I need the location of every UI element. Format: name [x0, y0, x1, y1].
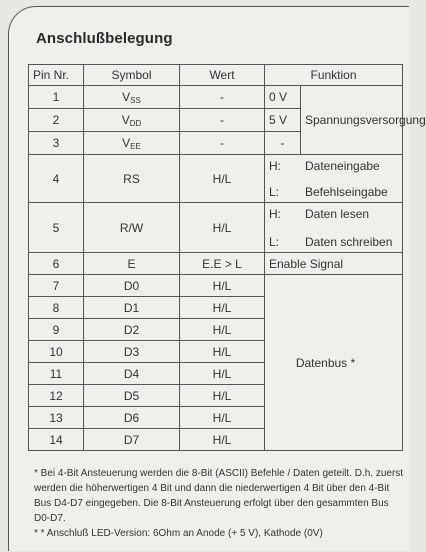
symbol-sub: EE: [130, 141, 141, 151]
header-pin: Pin Nr.: [29, 65, 84, 86]
symbol-cell: [84, 132, 180, 155]
wert-cell: H/L: [180, 297, 265, 319]
symbol-main: V: [122, 135, 131, 150]
symbol-main: V: [122, 89, 131, 104]
low-value: Daten schreiben: [305, 234, 393, 249]
high-value: Dateneingabe: [305, 158, 380, 173]
page-title: Anschlußbelegung: [36, 30, 173, 47]
table-row: [29, 275, 403, 297]
table-row: [29, 253, 403, 275]
high-value: Daten lesen: [305, 206, 370, 221]
wert-cell: -: [180, 109, 265, 132]
pin-cell: 11: [29, 363, 84, 385]
funktion-cell: [265, 155, 403, 203]
low-value: Befehlseingabe: [305, 184, 388, 199]
header-symbol: Symbol: [84, 65, 180, 86]
table-row: [29, 203, 403, 253]
table-row: [29, 86, 403, 109]
wert-cell: H/L: [180, 203, 265, 253]
symbol-cell: D4: [84, 363, 180, 385]
wert-cell: H/L: [180, 341, 265, 363]
pin-table-full: [28, 64, 426, 451]
pin-cell: 7: [29, 275, 84, 297]
pin-cell: 1: [29, 86, 84, 109]
symbol-cell: D7: [84, 429, 180, 451]
low-key: L:: [269, 184, 280, 199]
funktion-cell: 5 V: [265, 109, 301, 132]
symbol-cell: D3: [84, 341, 180, 363]
pin-cell: 2: [29, 109, 84, 132]
datenbus-cell: Datenbus *: [265, 275, 403, 451]
symbol-cell: D6: [84, 407, 180, 429]
footnote-4bit: * Bei 4-Bit Ansteuerung werden die 8-Bit (ASCII) Befehle / Daten geteilt. D.h. zuerst werden die höherwertigen 4 Bit und dann die niederwertigen 4 Bit über den 4-Bit Bus D4-D7 eingegeben. Die 8-Bit Ansteuerung erfolgt über den gesammten Bus D0-D7.: [34, 468, 404, 524]
symbol-cell: [84, 86, 180, 109]
wert-cell: H/L: [180, 385, 265, 407]
symbol-main: V: [121, 112, 130, 127]
pin-cell: 12: [29, 385, 84, 407]
wert-cell: H/L: [180, 155, 265, 203]
table-row: [29, 155, 403, 203]
wert-cell: -: [180, 86, 265, 109]
wert-cell: E.E > L: [180, 253, 265, 275]
symbol-cell: [84, 109, 180, 132]
pin-cell: 8: [29, 297, 84, 319]
symbol-cell: D0: [84, 275, 180, 297]
symbol-sub: SS: [130, 95, 141, 105]
pin-cell: 10: [29, 341, 84, 363]
wert-cell: H/L: [180, 319, 265, 341]
spannungsversorgung-cell: Spannungsversorgung: [301, 86, 403, 155]
footnote-led: * * Anschluß LED-Version: 6Ohm an Anode (+ 5 V), Kathode (0V): [34, 528, 323, 539]
funktion-cell: 0 V: [265, 86, 301, 109]
pin-cell: 9: [29, 319, 84, 341]
symbol-cell: D1: [84, 297, 180, 319]
high-key: H:: [269, 158, 281, 173]
header-wert: Wert: [180, 65, 265, 86]
symbol-cell: D2: [84, 319, 180, 341]
pin-cell: 13: [29, 407, 84, 429]
footnotes: [34, 466, 406, 541]
low-key: L:: [269, 234, 280, 249]
symbol-cell: R/W: [84, 203, 180, 253]
symbol-cell: RS: [84, 155, 180, 203]
symbol-cell: E: [84, 253, 180, 275]
wert-cell: H/L: [180, 429, 265, 451]
pin-cell: 3: [29, 132, 84, 155]
wert-cell: H/L: [180, 407, 265, 429]
wert-cell: H/L: [180, 363, 265, 385]
header-funktion: Funktion: [265, 65, 403, 86]
wert-cell: H/L: [180, 275, 265, 297]
pin-cell: 4: [29, 155, 84, 203]
high-key: H:: [269, 206, 281, 221]
funktion-cell: -: [265, 132, 301, 155]
symbol-sub: DD: [129, 118, 142, 128]
funktion-cell: Enable Signal: [265, 253, 403, 275]
symbol-cell: D5: [84, 385, 180, 407]
pin-cell: 6: [29, 253, 84, 275]
pin-cell: 14: [29, 429, 84, 451]
pin-cell: 5: [29, 203, 84, 253]
table-header-row: [29, 65, 403, 86]
funktion-cell: [265, 203, 403, 253]
wert-cell: -: [180, 132, 265, 155]
